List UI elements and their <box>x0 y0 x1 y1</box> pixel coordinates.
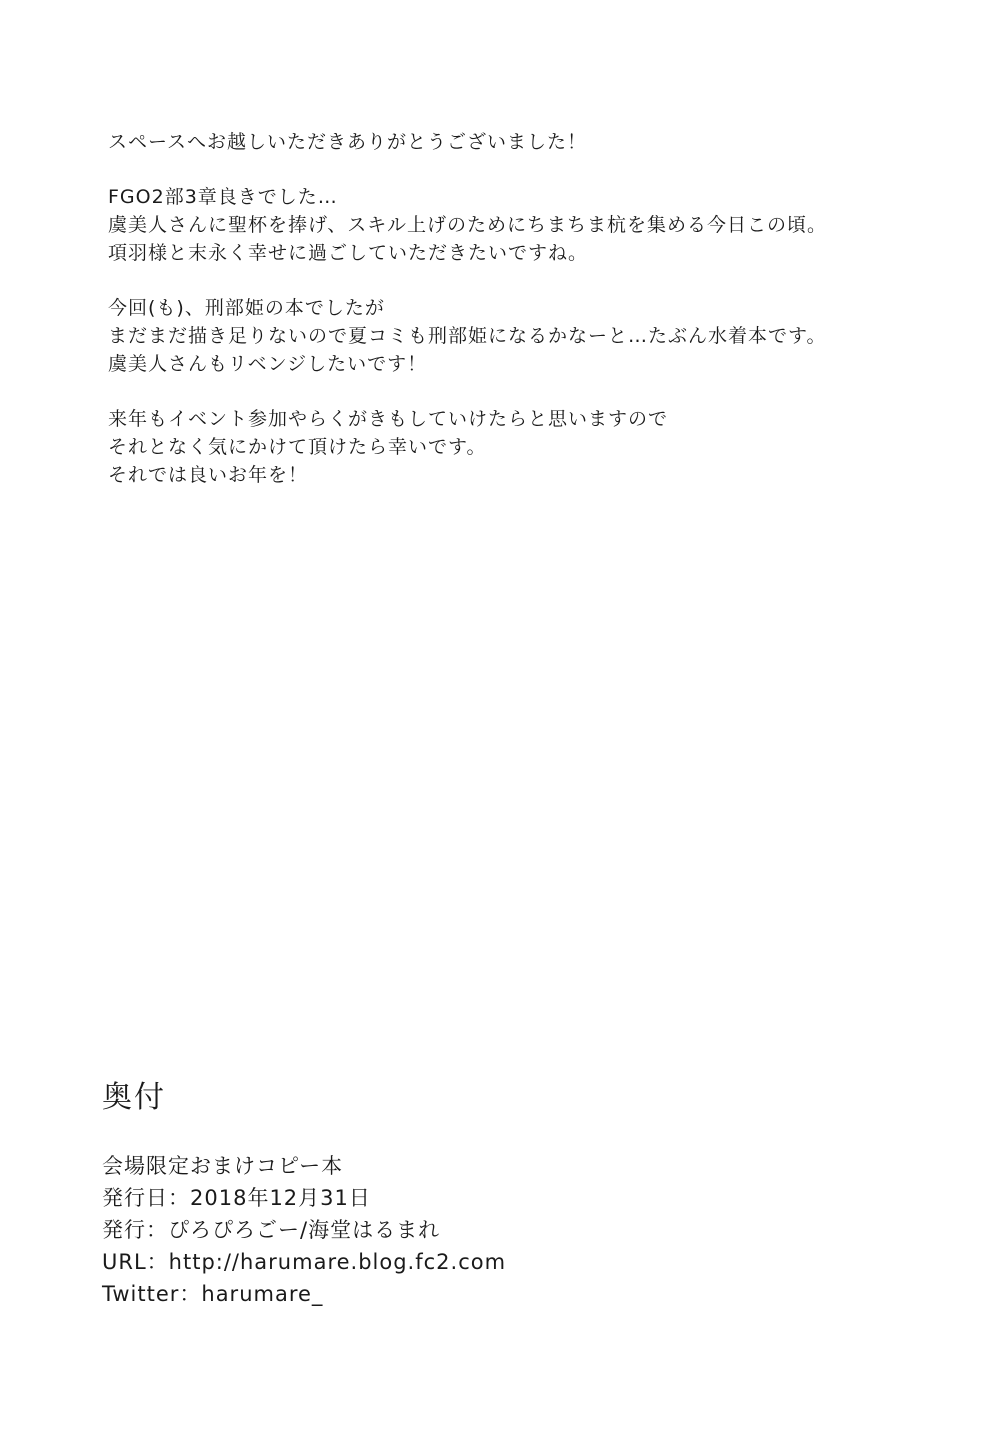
afterword-line: それとなく気にかけて頂けたら幸いです。 <box>108 436 487 458</box>
afterword-line: まだまだ描き足りないので夏コミも刑部姫になるかなーと…たぶん水着本です。 <box>108 325 827 347</box>
afterword-line: 今回(も)、刑部姫の本でしたが <box>108 297 385 319</box>
afterword-line: スペースへお越しいただきありがとうございました！ <box>108 131 588 153</box>
afterword-line: FGO2部3章良きでした… <box>108 186 338 208</box>
colophon-url: URL：http://harumare.blog.fc2.com <box>102 1250 507 1274</box>
colophon-twitter: Twitter：harumare_ <box>102 1282 324 1306</box>
colophon <box>102 1078 962 1310</box>
afterword-line: 虞美人さんもリベンジしたいです！ <box>108 353 428 375</box>
colophon-publish-date: 発行日：2018年12月31日 <box>102 1186 371 1210</box>
afterword-line: 来年もイベント参加やらくがきもしていけたらと思いますので <box>108 408 669 430</box>
afterword-line: 虞美人さんに聖杯を捧げ、スキル上げのためにちまちま杭を集める今日この頃。 <box>108 214 828 236</box>
afterword-line: それでは良いお年を！ <box>108 464 309 486</box>
afterword-line: 項羽様と末永く幸せに過ごしていただきたいですね。 <box>108 242 589 264</box>
afterword-text <box>108 130 968 487</box>
colophon-title: 奥付 <box>102 1080 166 1115</box>
colophon-publisher: 発行：ぴろぴろごー/海堂はるまれ <box>102 1218 441 1242</box>
colophon-book-title: 会場限定おまけコピー本 <box>102 1154 344 1178</box>
